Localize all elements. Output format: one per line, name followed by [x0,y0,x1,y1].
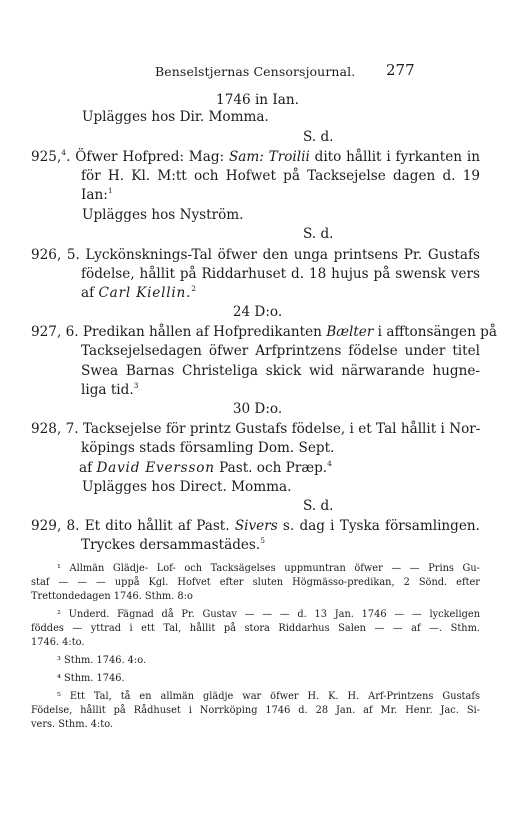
footnote-5-line-3: vers. Sthm. 4:to. [31,719,114,730]
entry-927-end: liga tid. [81,382,134,398]
entry-926-line-1: 926, 5. Lyckönsknings-Tal öfwer den unga printsens Pr. Gustafs [31,247,480,263]
footnote-ref-1: 1 [107,186,113,195]
entry-927-text-a: 927, 6. Predikan hållen af Hofpredikanten [31,324,327,340]
same-day-mark: S. d. [303,498,334,514]
footnote-2-line-3: 1746. 4:to. [31,637,85,648]
entry-926-line-2: födelse, hållit på Riddarhuset d. 18 hujus på swensk vers [81,266,480,282]
running-title: Benselstjernas Censorsjournal. [155,64,356,79]
entry-929-end: Tryckes dersammastädes. [81,537,261,553]
entry-925-line-3 [81,186,113,206]
footnote-5-line-2: Födelse, hållit på Rådhuset i Norrköping 1746 d. 28 Jan. af Mr. Henr. Jac. Si- [31,705,480,716]
footnote-1-line-3: Trettondedagen 1746. Sthm. 8:o [31,591,193,602]
entry-925-author: Sam: Troilii [228,149,310,165]
footnote-2-line-1: ² Underd. Fägnad då Pr. Gustav — — — d. 13 Jan. 1746 — — lyckeligen [57,609,480,620]
footnote-ref-5: 5 [260,536,266,545]
date-heading-jan: 1746 in Ian. [216,92,299,108]
footnote-1-line-1: ¹ Allmän Glädje- Lof- och Tacksägelses uppmuntran öfwer — — Prins Gu- [57,563,480,574]
entry-925-fraction: 4 [61,148,67,157]
footnote-5-line-1: ⁵ Ett Tal, tå en allmän glädje war öfwer H. K. H. Arf-Printzens Gustafs [57,691,480,702]
publisher-note-nystrom: Uplägges hos Nyström. [82,207,244,223]
entry-926-line-3 [81,284,196,304]
entry-925-number: 925, [31,149,62,165]
entry-929-author: Sivers [234,518,278,534]
margin-mark [66,119,72,125]
footnote-1-line-2: staf — — — uppå Kgl. Hofvet efter sluten Högmässo-predikan, 2 Sönd. efter [31,577,480,588]
entry-925-date-end: Ian: [81,187,108,203]
footnote-2-line-2: föddes — yttrad i ett Tal, hållit på stora Riddarhus Salen — — af —. Sthm. [31,623,480,634]
entry-929-text-b: s. dag i Tyska församlingen. [277,518,481,534]
entry-928-title: Past. och Præp. [214,460,328,476]
entry-928-by: af [79,460,97,476]
entry-marker-line [66,112,72,132]
same-day-mark: S. d. [303,226,334,242]
entry-926-author: Carl Kiellin. [98,285,192,301]
entry-927-author: Bælter [326,324,374,340]
page-header [0,61,515,84]
footnote-3: ³ Sthm. 1746. 4:o. [57,655,147,666]
entry-928-author: David Eversson [96,460,215,476]
entry-928-line-2: köpings stads församling Dom. Sept. [81,440,335,456]
entry-929-line-2 [81,536,265,556]
entry-927-line-2: Tacksejelsedagen öfwer Arfprintzens födelse under titel [81,343,480,359]
entry-929-line-1 [31,517,480,537]
entry-927-text-b: i afftonsängen på [373,324,497,340]
entry-925-text-b: dito hållit i fyrkanten in [309,149,480,165]
entry-928-line-3 [79,459,332,479]
footnote-ref-2: 2 [191,284,196,293]
entry-929-text-a: 929, 8. Et dito hållit af Past. [31,518,235,534]
page-number: 277 [386,61,415,79]
footnote-ref-3: 3 [133,381,139,390]
same-day-mark: S. d. [303,129,334,145]
entry-927-line-3: Swea Barnas Christeliga skick wid närwarande hugne- [81,363,480,379]
publisher-note-momma: Uplägges hos Dir. Momma. [82,109,269,125]
entry-925-line-1 [31,148,480,168]
entry-926-by: af [81,285,99,301]
publisher-note-momma-2: Uplägges hos Direct. Momma. [82,479,292,495]
entry-927-line-4 [81,381,138,401]
entry-928-line-1: 928, 7. Tacksejelse för printz Gustafs födelse, i et Tal hållit i Nor- [31,421,481,437]
footnote-ref-4: 4 [327,459,332,468]
date-heading-30: 30 D:o. [232,401,283,417]
entry-925-text-a: . Öfwer Hofpred: Mag: [66,149,229,165]
footnote-4: ⁴ Sthm. 1746. [57,673,125,684]
entry-925-line-2: för H. Kl. M:tt och Hofwet på Tacksejelse dagen d. 19 [81,168,480,184]
date-heading-24: 24 D:o. [232,304,283,320]
entry-927-line-1 [31,323,497,343]
